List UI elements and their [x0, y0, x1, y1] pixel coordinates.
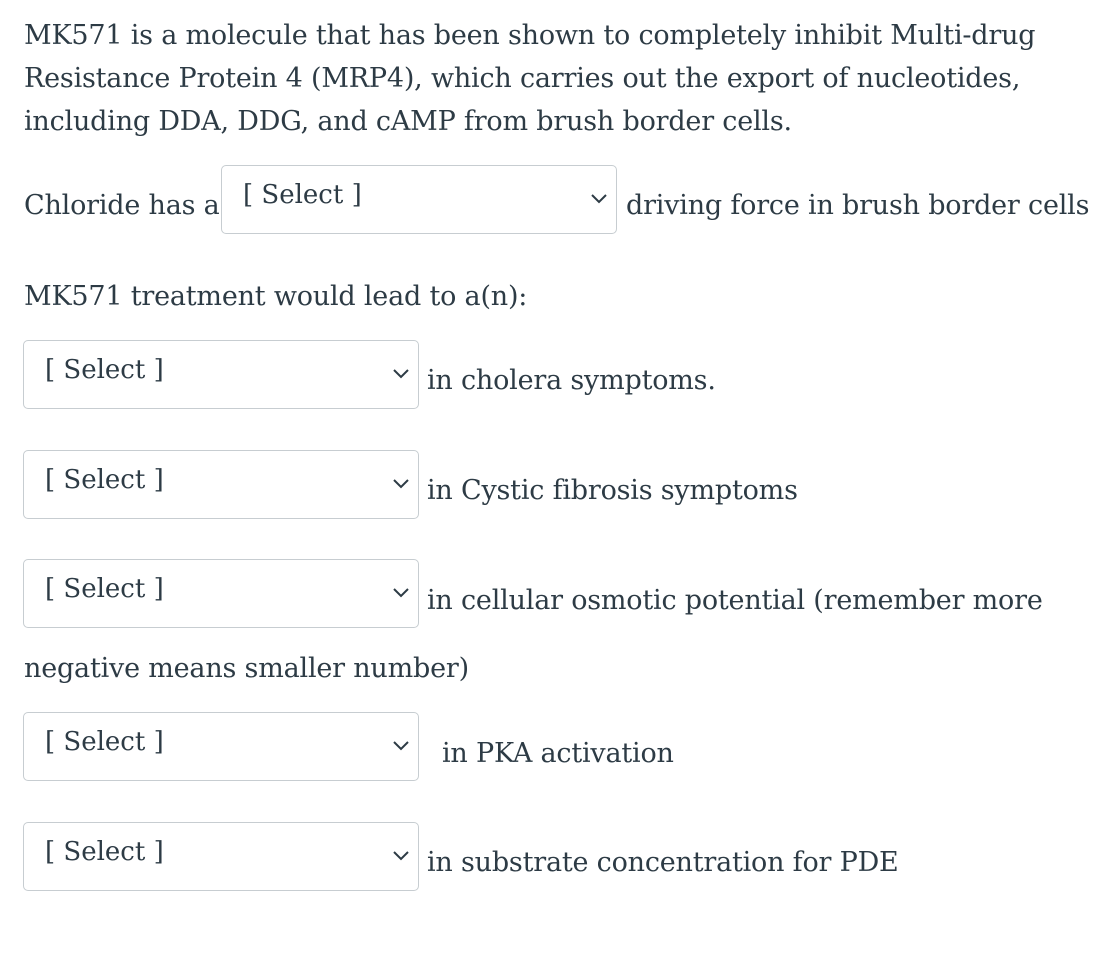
pka-activation-select[interactable] — [23, 712, 419, 781]
select-value: [ Select ] — [243, 180, 362, 210]
cystic-fibrosis-suffix: in Cystic fibrosis symptoms — [427, 475, 798, 506]
chevron-down-icon — [392, 848, 410, 862]
chevron-down-icon — [392, 366, 410, 380]
select-value: [ Select ] — [45, 465, 164, 495]
select-value: [ Select ] — [45, 837, 164, 867]
osmotic-potential-select[interactable] — [23, 559, 419, 628]
pde-substrate-suffix: in substrate concentration for PDE — [427, 847, 899, 878]
osmotic-potential-continuation: negative means smaller number) — [24, 653, 469, 684]
select-value: [ Select ] — [45, 355, 164, 385]
select-value: [ Select ] — [45, 574, 164, 604]
chevron-down-icon — [590, 191, 608, 205]
chloride-suffix: driving force in brush border cells — [626, 190, 1090, 221]
pka-activation-suffix: in PKA activation — [442, 738, 674, 769]
chloride-prefix: Chloride has a — [24, 190, 220, 221]
question-intro: MK571 is a molecule that has been shown to completely inhibit Multi-drug Resistance Protein 4 (MRP4), which carries out the export of nucleotides, including DDA, DDG, and cAMP from brush border cells. — [24, 20, 1036, 137]
chevron-down-icon — [392, 476, 410, 490]
cystic-fibrosis-select[interactable] — [23, 450, 419, 519]
chevron-down-icon — [392, 585, 410, 599]
lead-in-text: MK571 treatment would lead to a(n): — [24, 281, 528, 312]
chevron-down-icon — [392, 738, 410, 752]
cholera-symptoms-select[interactable] — [23, 340, 419, 409]
select-value: [ Select ] — [45, 727, 164, 757]
chloride-driving-force-select[interactable] — [221, 165, 617, 234]
cholera-suffix: in cholera symptoms. — [427, 365, 716, 396]
osmotic-potential-suffix: in cellular osmotic potential (remember more — [427, 585, 1043, 616]
pde-substrate-select[interactable] — [23, 822, 419, 891]
